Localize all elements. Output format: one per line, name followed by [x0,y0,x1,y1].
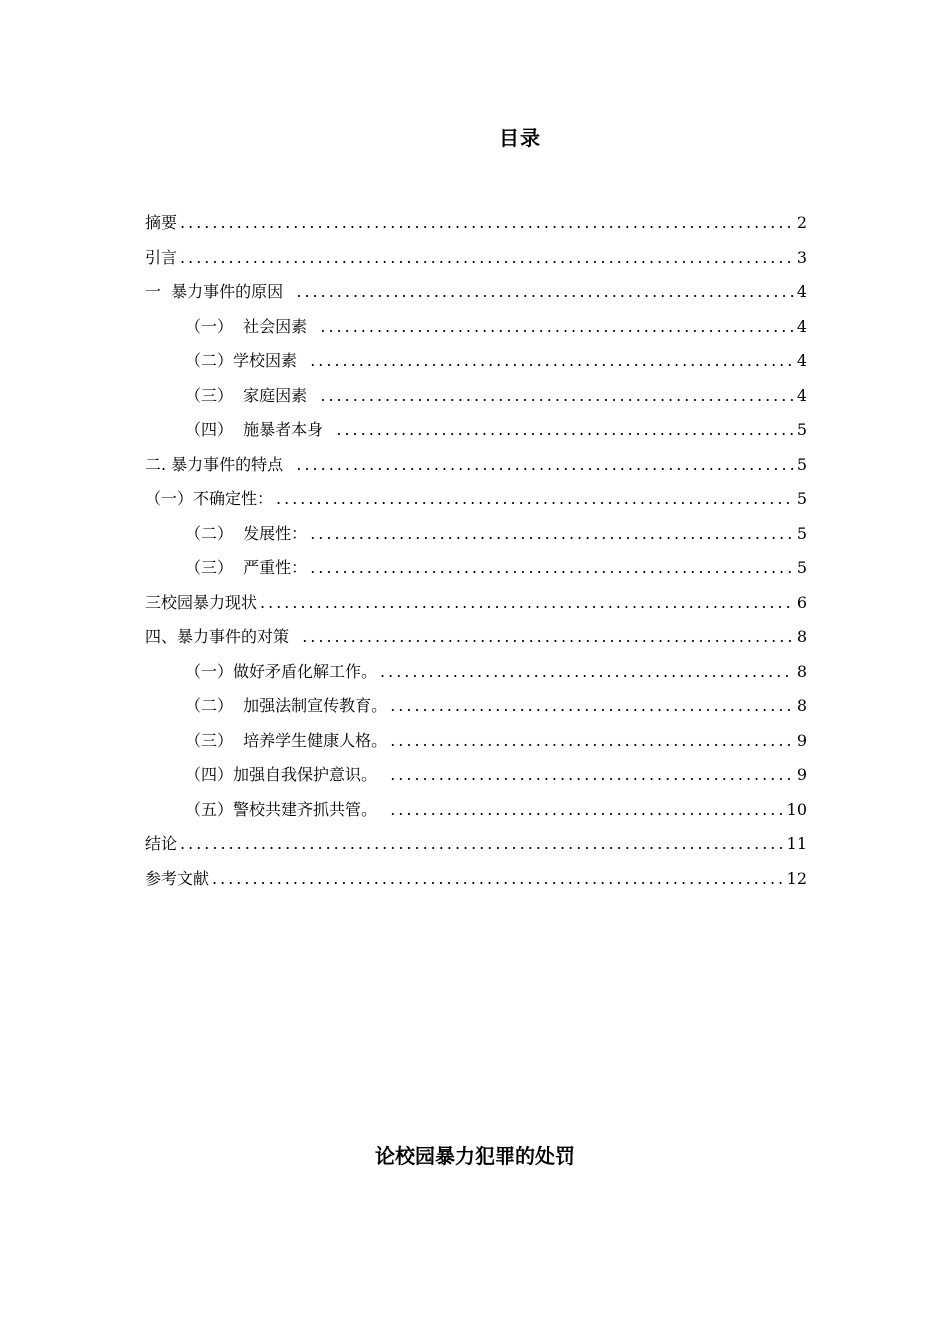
toc-page-number: 5 [796,454,807,474]
toc-dot-leader [302,627,794,646]
toc-page-number: 5 [796,523,807,543]
toc-entry-label: （四）加强自我保护意识。 [185,765,388,784]
toc-dot-leader [390,731,794,750]
toc-dot-leader [212,869,784,888]
toc-dot-leader [336,420,793,439]
toc-page-number: 4 [796,385,807,405]
toc-entry-label: （四） 施暴者本身 [185,420,334,439]
toc-dot-leader [180,213,794,232]
toc-page-number: 3 [796,247,807,267]
toc-page-number: 9 [796,730,807,750]
toc-entry-label: 二. 暴力事件的特点 [145,454,294,474]
toc-entry[interactable] [145,797,807,832]
toc-entry[interactable] [145,314,807,349]
toc-entry-label: （一）做好矛盾化解工作。 [185,661,378,681]
toc-page-number: 9 [796,765,807,784]
toc-entry[interactable] [145,624,807,659]
toc-page-number: 5 [796,420,807,439]
toc-page-number: 8 [796,696,807,715]
toc-dot-leader [380,662,794,681]
toc-entry-label: （二） 加强法制宣传教育。 [185,696,388,715]
toc-dot-leader [310,558,794,577]
toc-title: 目录 [499,126,541,150]
toc-dot-leader [310,524,794,543]
toc-entry-label: 三校园暴力现状 [145,592,258,612]
toc-page-number: 8 [796,661,807,681]
toc-entry-label: （五）警校共建齐抓共管。 [185,799,388,819]
toc-entry-label: 引言 [145,247,178,267]
toc-dot-leader [320,386,793,405]
toc-entry[interactable] [145,590,807,625]
toc-entry[interactable] [145,693,807,728]
toc-page-number: 4 [796,316,807,336]
toc-entry[interactable] [145,279,807,314]
toc-entry[interactable] [145,452,807,487]
toc-entry[interactable] [145,210,807,245]
toc-page-number: 4 [796,282,807,301]
toc-entry-label: 四、暴力事件的对策 [145,627,300,646]
toc-entry[interactable] [145,486,807,521]
toc-dot-leader [296,455,793,474]
toc-entry-label: 结论 [145,834,178,853]
toc-page-number: 8 [796,627,807,646]
toc-dot-leader [276,489,794,508]
toc-page-number: 11 [786,834,807,853]
toc-entry[interactable] [145,831,807,866]
toc-dot-leader [296,282,793,301]
toc-dot-leader [320,317,793,336]
toc-dot-leader [390,696,794,715]
toc-entry-label: （三） 培养学生健康人格。 [185,730,388,750]
toc-entry[interactable] [145,383,807,418]
toc-entry[interactable] [145,762,807,797]
toc-entry-label: （三） 家庭因素 [185,385,318,405]
toc-entry-label: （二）学校因素 [185,351,308,370]
toc-entry[interactable] [145,348,807,383]
toc-dot-leader [180,834,784,853]
table-of-contents [145,210,807,900]
toc-entry[interactable] [145,866,807,901]
document-title: 论校园暴力犯罪的处罚 [375,1144,575,1168]
toc-entry-label: （三） 严重性： [185,558,308,577]
toc-entry[interactable] [145,728,807,763]
toc-page-number: 5 [796,489,807,508]
toc-entry[interactable] [145,521,807,556]
toc-page-number: 2 [796,213,807,232]
toc-dot-leader [390,800,783,819]
toc-entry[interactable] [145,555,807,590]
toc-page-number: 12 [786,868,807,888]
toc-dot-leader [390,765,794,784]
toc-entry-label: 一 暴力事件的原因 [145,282,294,301]
toc-entry-label: （一）不确定性： [145,489,274,508]
toc-entry-label: （一） 社会因素 [185,316,318,336]
toc-entry[interactable] [145,417,807,452]
toc-entry-label: 参考文献 [145,868,210,888]
toc-dot-leader [310,351,794,370]
toc-page-number: 4 [796,351,807,370]
toc-entry-label: （二） 发展性： [185,523,308,543]
toc-dot-leader [180,248,794,267]
toc-entry[interactable] [145,659,807,694]
toc-entry[interactable] [145,245,807,280]
toc-page-number: 5 [796,558,807,577]
toc-entry-label: 摘要 [145,213,178,232]
toc-page-number: 6 [796,592,807,612]
toc-dot-leader [260,593,794,612]
toc-page-number: 10 [786,799,807,819]
